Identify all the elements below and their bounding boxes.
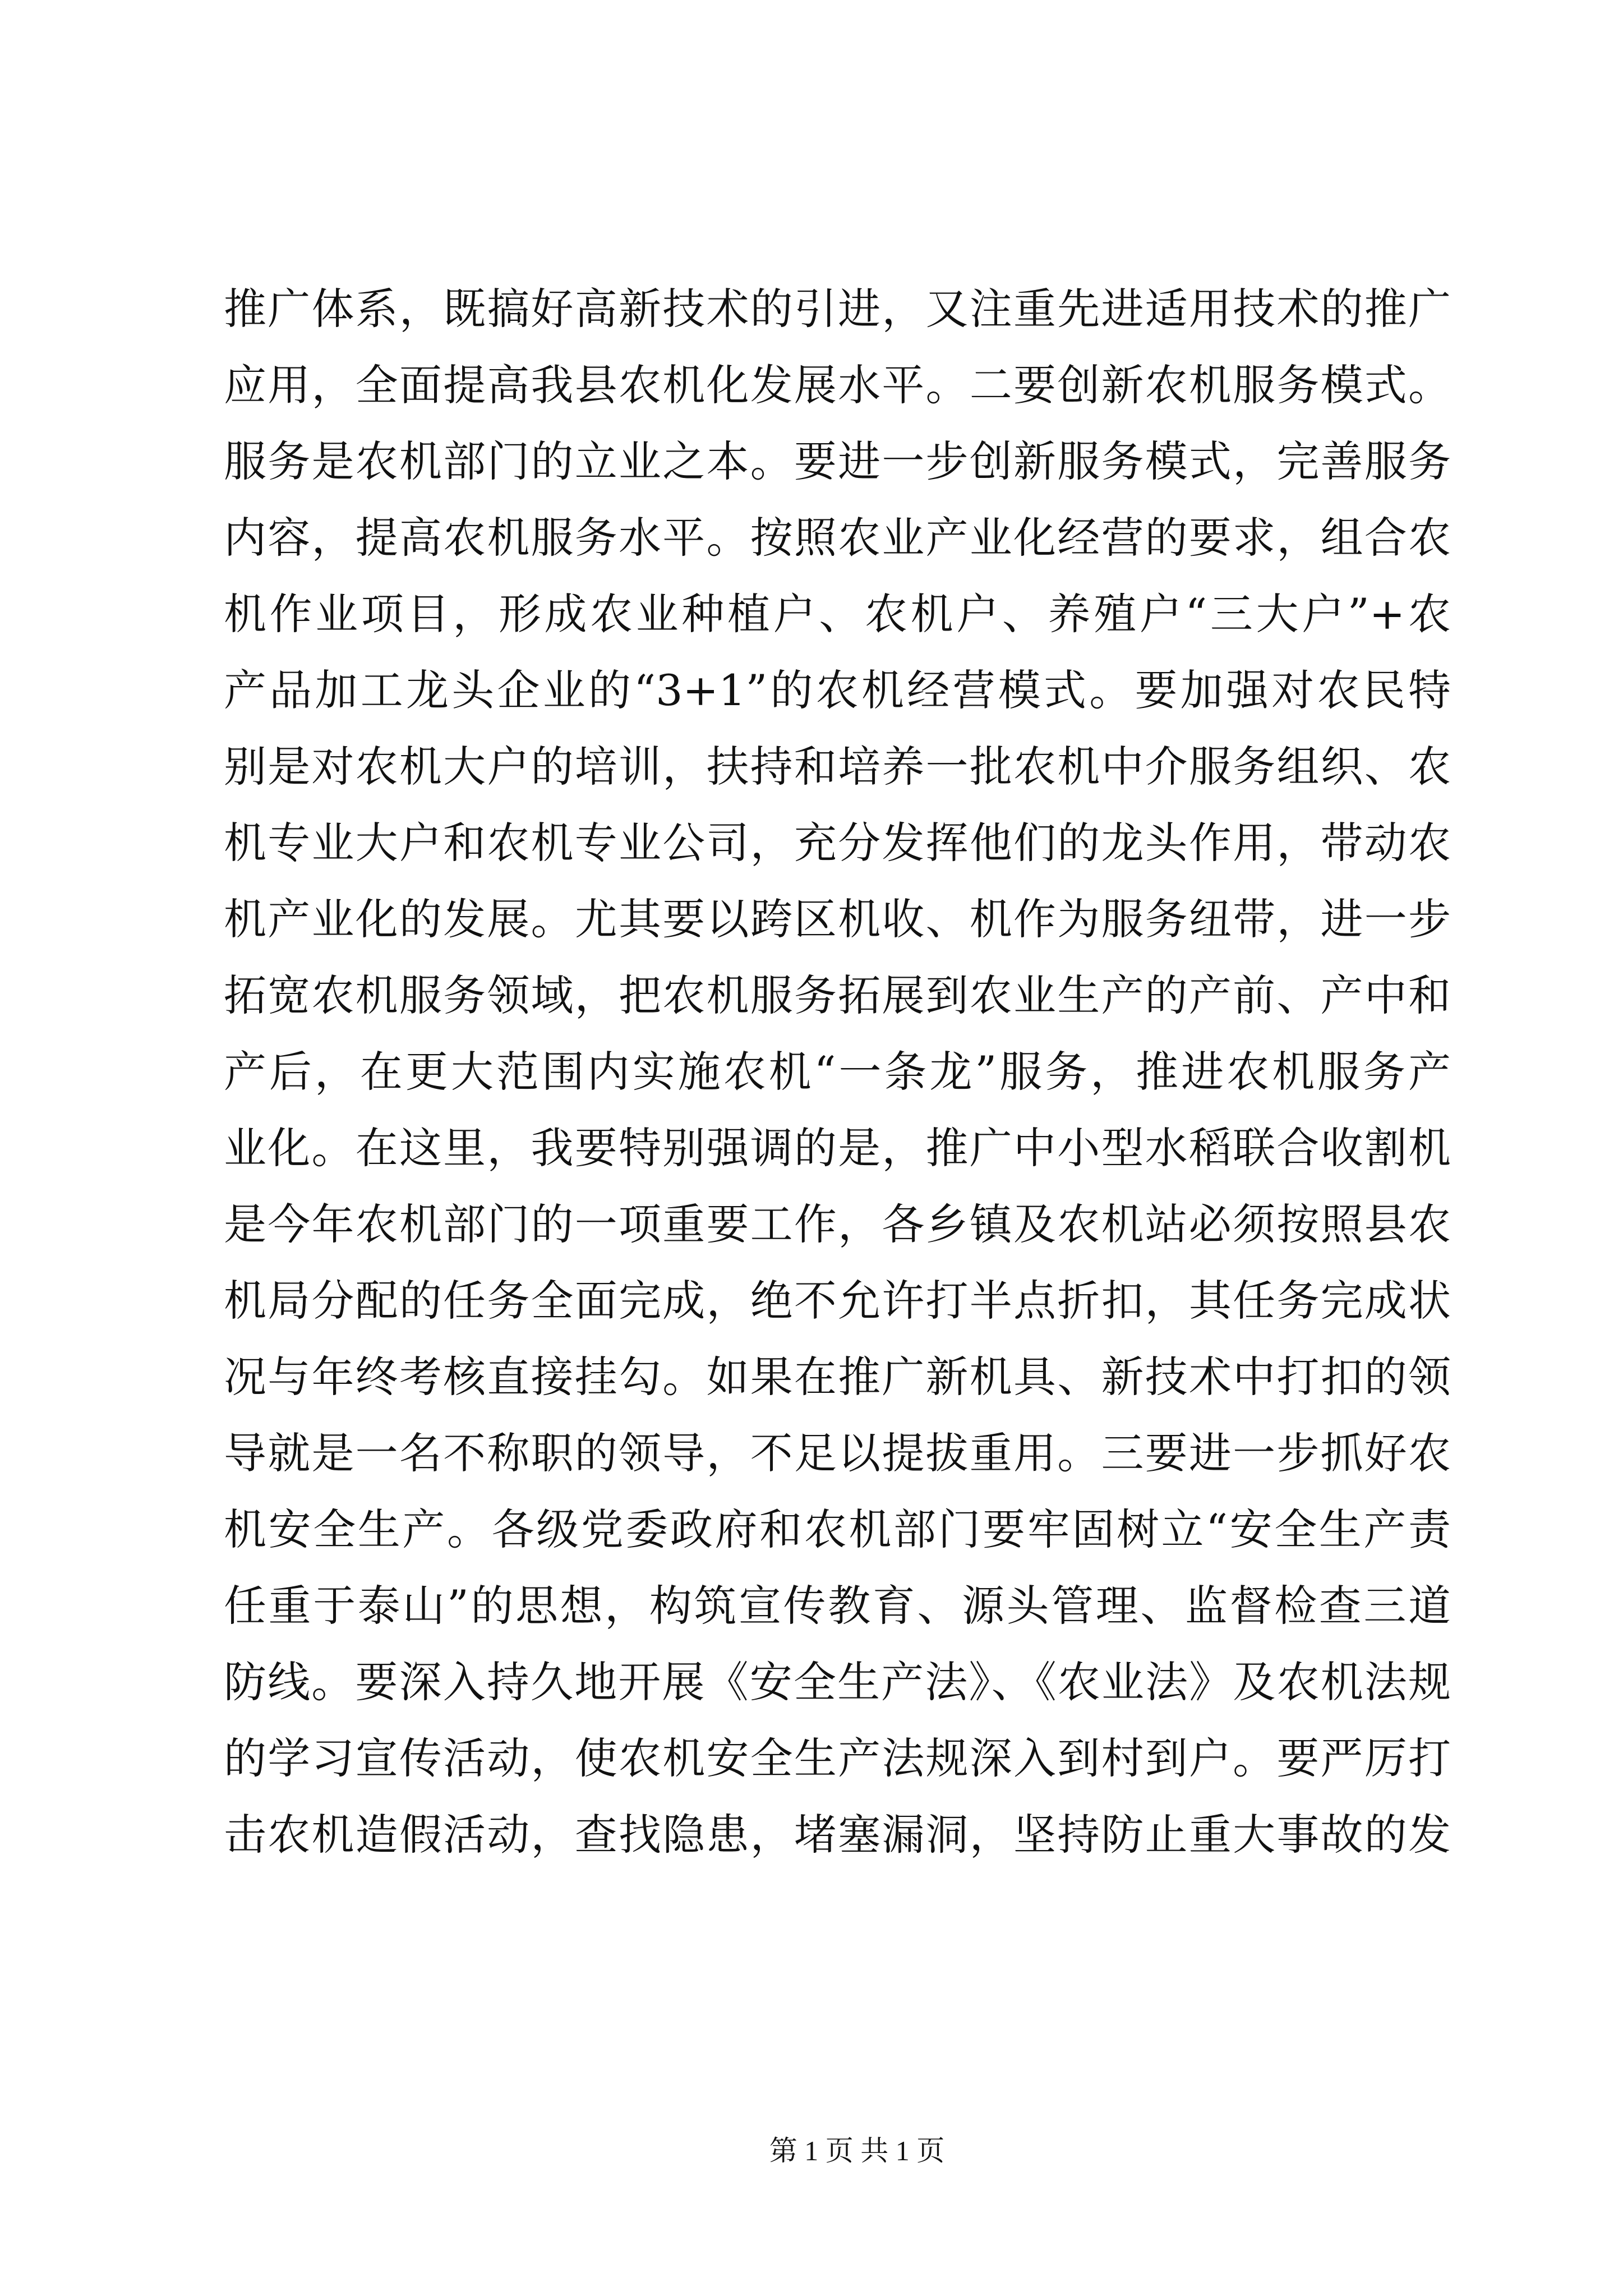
body-line: 机产业化的发展。尤其要以跨区机收、机作为服务纽带，进一步	[224, 894, 1451, 944]
body-line: 机局分配的任务全面完成，绝不允许打半点折扣，其任务完成状	[224, 1276, 1451, 1326]
body-line: 拓宽农机服务领域，把农机服务拓展到农业生产的产前、产中和	[224, 970, 1451, 1020]
body-line: 业化。在这里，我要特别强调的是，推广中小型水稻联合收割机	[224, 1123, 1451, 1173]
body-line: 推广体系，既搞好高新技术的引进，又注重先进适用技术的推广	[224, 284, 1451, 334]
page-footer	[689, 2132, 1025, 2170]
body-line: 服务是农机部门的立业之本。要进一步创新服务模式，完善服务	[224, 436, 1451, 486]
body-line: 机安全生产。各级党委政府和农机部门要牢固树立“安全生产责	[224, 1504, 1451, 1554]
body-line: 任重于泰山”的思想，构筑宣传教育、源头管理、监督检查三道	[224, 1581, 1451, 1631]
body-line: 防线。要深入持久地开展《安全生产法》、《农业法》及农机法规	[224, 1657, 1451, 1707]
body-text	[224, 271, 1451, 1873]
body-line: 是今年农机部门的一项重要工作，各乡镇及农机站必须按照县农	[224, 1199, 1451, 1249]
body-line: 别是对农机大户的培训，扶持和培养一批农机中介服务组织、农	[224, 742, 1451, 792]
body-line: 应用，全面提高我县农机化发展水平。二要创新农机服务模式。	[224, 360, 1451, 410]
page-number-indicator: 第 1 页 共 1 页	[769, 2135, 945, 2166]
body-line: 产后，在更大范围内实施农机“一条龙”服务，推进农机服务产	[224, 1047, 1451, 1097]
body-line: 内容，提高农机服务水平。按照农业产业化经营的要求，组合农	[224, 513, 1451, 563]
body-line: 击农机造假活动，查找隐患，堵塞漏洞，坚持防止重大事故的发	[224, 1810, 1451, 1860]
body-line: 导就是一名不称职的领导，不足以提拔重用。三要进一步抓好农	[224, 1428, 1451, 1478]
body-line: 的学习宣传活动，使农机安全生产法规深入到村到户。要严厉打	[224, 1733, 1451, 1783]
body-line: 产品加工龙头企业的“3+1”的农机经营模式。要加强对农民特	[224, 665, 1451, 715]
body-line: 况与年终考核直接挂勾。如果在推广新机具、新技术中打扣的领	[224, 1352, 1451, 1402]
body-line: 机专业大户和农机专业公司，充分发挥他们的龙头作用，带动农	[224, 818, 1451, 868]
body-line: 机作业项目，形成农业种植户、农机户、养殖户“三大户”+农	[224, 589, 1451, 639]
